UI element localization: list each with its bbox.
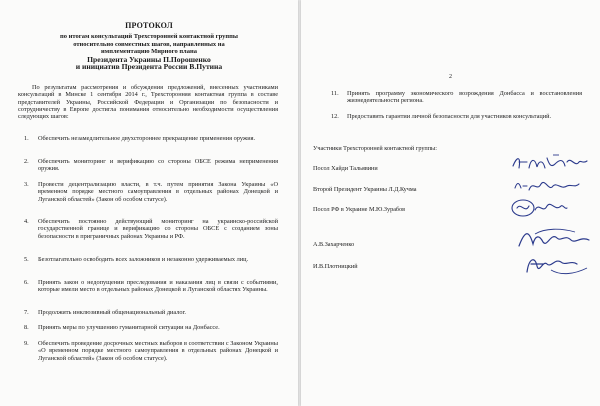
signature-zurabov (509, 196, 569, 220)
signature-tagliavini (509, 152, 589, 174)
protocol-item: Продолжить инклюзивный общенациональный диалог. (38, 309, 187, 316)
item-number: 11. (331, 90, 339, 97)
item-number: 7. (24, 309, 29, 316)
signatory-name: И.В.Плотницкий (313, 263, 358, 270)
item-number: 8. (24, 324, 29, 331)
protocol-item: Провести децентрализацию власти, в т.ч. путем принятия Закона Украины «О временном порядке местного самоуправления в отдельных районах Донецкой и Луганской областей» (Закон об особом статусе). (38, 181, 278, 203)
item-number: 4. (24, 218, 29, 225)
subtitle-line: имплементацию Мирного плана (101, 48, 197, 56)
protocol-item: Обеспечить мониторинг и верификацию со стороны ОБСЕ режима неприменения оружия. (38, 158, 278, 173)
protocol-page-2 (301, 0, 600, 406)
subtitle-line: и инициатив Президента России В.Путина (75, 62, 223, 72)
protocol-item: Принять меры по улучшению гуманитарной ситуации на Донбассе. (38, 324, 220, 331)
item-number: 1. (24, 135, 29, 142)
participants-heading: Участники Трехсторонней контактной группы: (313, 145, 437, 152)
subtitle-line: Президента Украины П.Порошенко (87, 54, 211, 64)
signature-plotnitsky (521, 252, 591, 278)
signatory-name: А.В.Захарченко (313, 241, 355, 248)
item-number: 9. (24, 340, 29, 347)
item-number: 12. (331, 113, 339, 120)
protocol-item: Обеспечить незамедлительное двухстороннее прекращение применения оружия. (38, 135, 256, 142)
protocol-item: Принять программу экономического возрождения Донбасса и восстановления жизнедеятельности региона. (347, 90, 582, 105)
protocol-item: Обеспечить проведение досрочных местных выборов в соответствии с Законом Украины «О временном порядке местного самоуправления в отдельных районах Донецкой и Луганской областей» (Закон об особом статусе). (38, 340, 278, 362)
item-number: 6. (24, 279, 29, 286)
page-number: 2 (449, 74, 452, 80)
protocol-page-1 (0, 0, 298, 406)
signatory-name: Посол РФ в Украине М.Ю.Зурабов (313, 206, 406, 213)
item-number: 2. (24, 158, 29, 165)
intro-paragraph: По результатам рассмотрения и обсуждения предложений, внесенных участниками консультаций в Минске 1 сентября 2014 г., Трехсторонняя контактная группа в составе представителей Украины, Российской Федерации и Организации по безопасности и сотрудничеству в Европе достигла понимания относительно необходимости осуществления следующих шагов: (18, 84, 278, 121)
signature-kuchma (511, 176, 581, 196)
document-subtitle (22, 33, 276, 71)
item-number: 5. (24, 256, 29, 263)
document-title: ПРОТОКОЛ (125, 21, 173, 30)
item-number: 3. (24, 181, 29, 188)
protocol-item: Предоставить гарантии личной безопасности для участников консультаций. (347, 113, 552, 120)
subtitle-line: относительно совместных шагов, направленных на (73, 40, 225, 48)
signatory-name: Посол Хайди Тальявини (313, 165, 378, 172)
protocol-item: Обеспечить постоянно действующий мониторинг на украинско-российской государственной границе и верификацию со стороны ОБСЕ с созданием зоны безопасности в приграничных районах Украины и РФ. (38, 218, 278, 240)
subtitle-line: по итогам консультаций Трехсторонней контактной группы (60, 33, 238, 40)
signature-zakharchenko (515, 226, 595, 252)
signatory-name: Второй Президент Украины Л.Д.Кучма (313, 186, 417, 193)
protocol-item: Принять закон о недопущении преследования и наказания лиц в связи с событиями, которые имели место в отдельных районах Донецкой и Луганской областях Украины. (38, 279, 278, 294)
protocol-item: Безотлагательно освободить всех заложников и незаконно удерживаемых лиц. (38, 256, 249, 263)
